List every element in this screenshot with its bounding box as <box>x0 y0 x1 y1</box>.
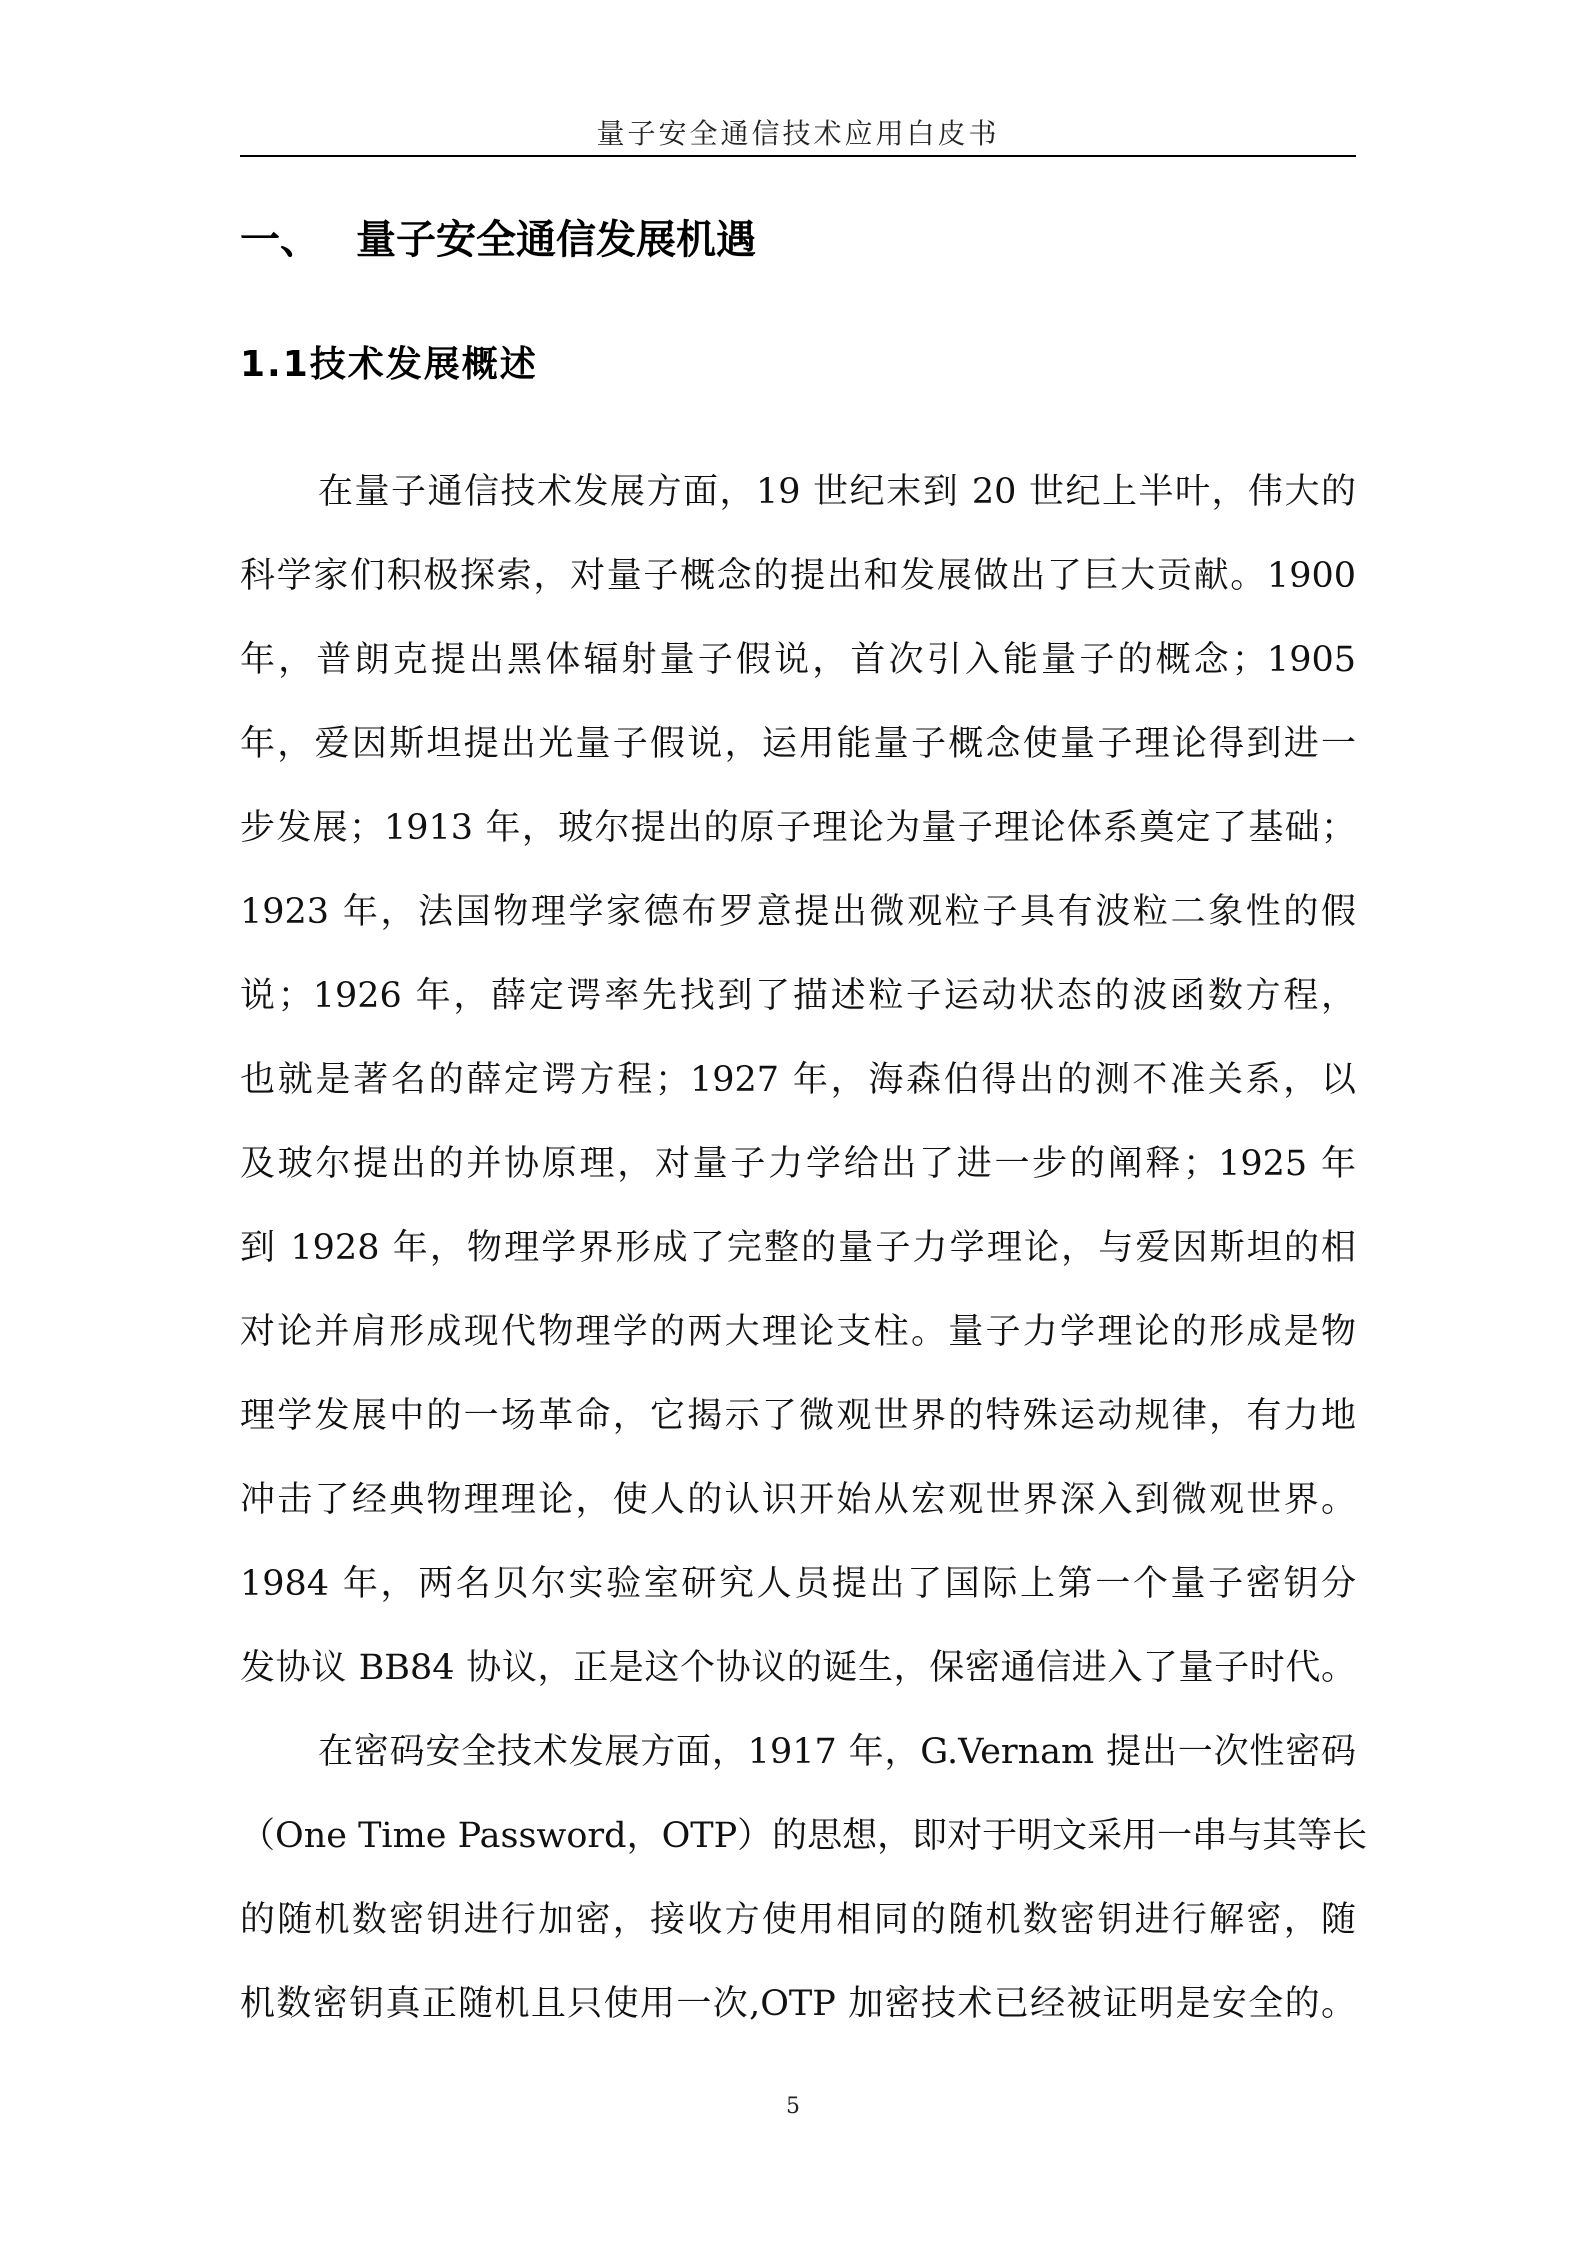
paragraph-line: 的随机数密钥进行加密，接收方使用相同的随机数密钥进行解密，随 <box>240 1900 1356 1940</box>
paragraph-line: 1984 年，两名贝尔实验室研究人员提出了国际上第一个量子密钥分 <box>240 1564 1356 1604</box>
body-text <box>240 450 1368 2046</box>
paragraph-line: 也就是著名的薛定谔方程；1927 年，海森伯得出的测不准关系，以 <box>240 1060 1356 1100</box>
paragraph-line: 及玻尔提出的并协原理，对量子力学给出了进一步的阐释；1925 年 <box>240 1144 1356 1184</box>
running-header: 量子安全通信技术应用白皮书 <box>596 117 1000 150</box>
paragraph-line: 科学家们积极探索，对量子概念的提出和发展做出了巨大贡献。1900 <box>240 556 1356 596</box>
paragraph-line: 对论并肩形成现代物理学的两大理论支柱。量子力学理论的形成是物 <box>240 1312 1356 1352</box>
paragraph-line: 在量子通信技术发展方面，19 世纪末到 20 世纪上半叶，伟大的 <box>318 472 1356 512</box>
paragraph-line: 发协议 BB84 协议，正是这个协议的诞生，保密通信进入了量子时代。 <box>240 1648 1356 1688</box>
chapter-number: 一、 <box>240 217 320 263</box>
paragraph-line: 到 1928 年，物理学界形成了完整的量子力学理论，与爱因斯坦的相 <box>240 1228 1356 1268</box>
paragraph-line: 说；1926 年，薛定谔率先找到了描述粒子运动状态的波函数方程， <box>240 976 1356 1016</box>
paragraph-line: 在密码安全技术发展方面，1917 年，G.Vernam 提出一次性密码 <box>318 1732 1356 1772</box>
paragraph-line: （One Time Password，OTP）的思想，即对于明文采用一串与其等长 <box>240 1816 1368 1856</box>
paragraph-line: 冲击了经典物理理论，使人的认识开始从宏观世界深入到微观世界。 <box>240 1480 1356 1520</box>
page-number: 5 <box>786 2094 800 2119</box>
paragraph-line: 理学发展中的一场革命，它揭示了微观世界的特殊运动规律，有力地 <box>240 1396 1356 1436</box>
paragraph-line: 年，爱因斯坦提出光量子假说，运用能量子概念使量子理论得到进一 <box>240 724 1356 764</box>
paragraph-line: 步发展；1913 年，玻尔提出的原子理论为量子理论体系奠定了基础； <box>240 808 1356 848</box>
paragraph-line: 年，普朗克提出黑体辐射量子假说，首次引入能量子的概念；1905 <box>240 640 1356 680</box>
header-rule <box>240 155 1356 157</box>
section-heading: 1.1技术发展概述 <box>240 344 538 385</box>
chapter-heading <box>240 208 756 265</box>
paragraph-line: 机数密钥真正随机且只使用一次,OTP 加密技术已经被证明是安全的。 <box>240 1984 1356 2024</box>
chapter-title: 量子安全通信发展机遇 <box>356 217 756 263</box>
paragraph-line: 1923 年，法国物理学家德布罗意提出微观粒子具有波粒二象性的假 <box>240 892 1356 932</box>
